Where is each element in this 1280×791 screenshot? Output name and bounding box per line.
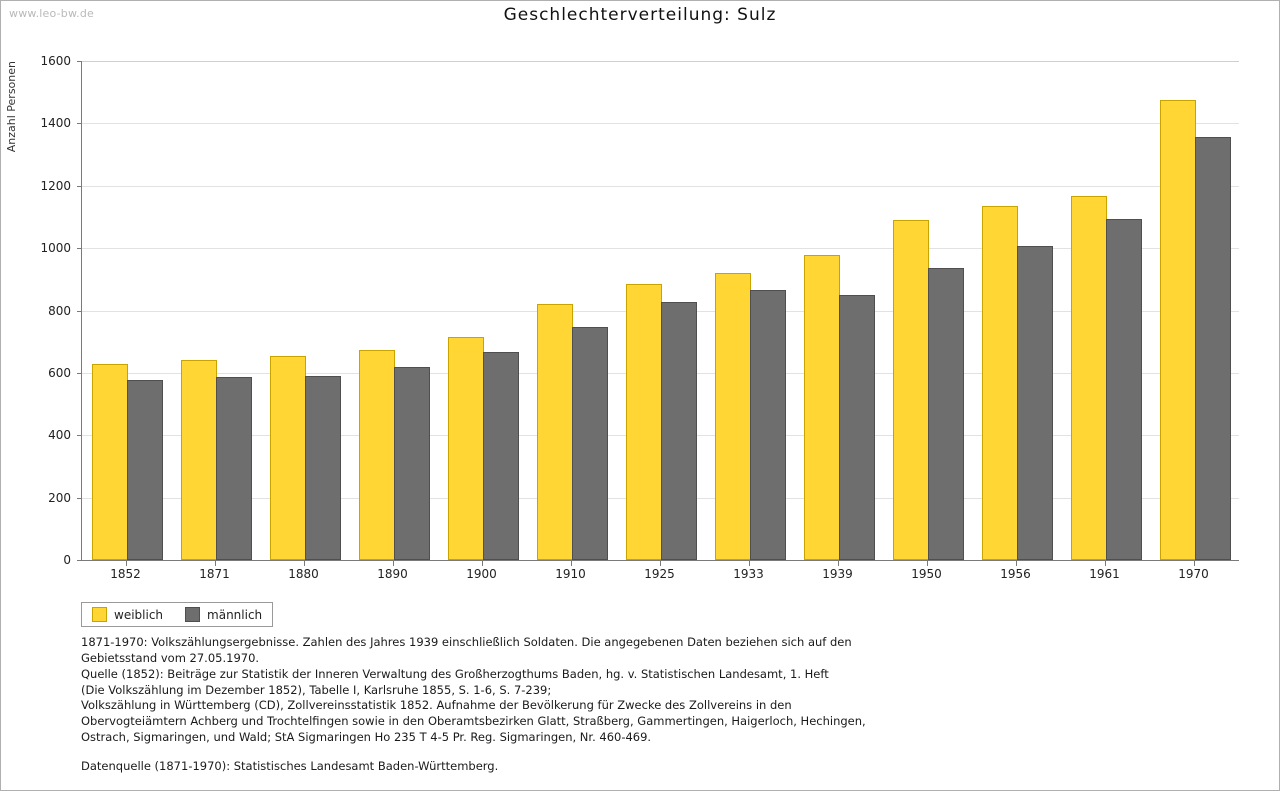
bar-weiblich-1961[interactable]	[1071, 196, 1107, 560]
bar-männlich-1950[interactable]	[928, 268, 964, 560]
data-source-line: Datenquelle (1871-1970): Statistisches Landesamt Baden-Württemberg.	[81, 759, 499, 774]
footnote-line: Quelle (1852): Beiträge zur Statistik der Inneren Verwaltung des Großherzogthums Baden, hg. v. Statistischen Landesamt, 1. Heft	[81, 666, 829, 681]
x-tick-label: 1890	[377, 567, 408, 581]
bar-weiblich-1933[interactable]	[715, 273, 751, 560]
bar-männlich-1961[interactable]	[1106, 219, 1142, 560]
bar-group	[1061, 61, 1150, 560]
bar-group	[794, 61, 883, 560]
bar-männlich-1956[interactable]	[1017, 246, 1053, 560]
chart-title: Geschlechterverteilung: Sulz	[503, 5, 777, 25]
x-tick-label: 1956	[1000, 567, 1031, 581]
bar-männlich-1925[interactable]	[661, 302, 697, 560]
bar-group	[705, 61, 794, 560]
x-tick-label: 1939	[822, 567, 853, 581]
y-tick-label: 1000	[40, 241, 71, 256]
x-tick-mark	[1016, 561, 1017, 566]
x-tick-mark	[1194, 561, 1195, 566]
legend-entry-weiblich[interactable]	[92, 607, 163, 622]
bar-group	[527, 61, 616, 560]
footnote-line: Obervogteiämtern Achberg und Trochtelfingen sowie in den Oberamtsbezirken Glatt, Straßberg, Gammertingen, Haigerloch, Hechingen,	[81, 714, 866, 729]
bar-weiblich-1852[interactable]	[92, 364, 128, 560]
bar-männlich-1900[interactable]	[483, 352, 519, 560]
x-axis	[81, 561, 1239, 589]
footnote-line: 1871-1970: Volkszählungsergebnisse. Zahlen des Jahres 1939 einschließlich Soldaten. Die angegebenen Daten beziehen sich auf den	[81, 635, 852, 649]
bar-weiblich-1910[interactable]	[537, 304, 573, 560]
legend-label: männlich	[207, 607, 263, 622]
bar-group	[1150, 61, 1239, 560]
y-tick-label: 1200	[40, 178, 71, 193]
x-tick-mark	[749, 561, 750, 566]
bar-weiblich-1939[interactable]	[804, 255, 840, 560]
x-tick-mark	[660, 561, 661, 566]
bar-männlich-1933[interactable]	[750, 290, 786, 560]
bar-männlich-1910[interactable]	[572, 327, 608, 560]
x-tick-mark	[482, 561, 483, 566]
bar-weiblich-1880[interactable]	[270, 356, 306, 560]
x-tick-label: 1925	[644, 567, 675, 581]
footnote-line: Ostrach, Sigmaringen, und Wald; StA Sigmaringen Ho 235 T 4-5 Pr. Reg. Sigmaringen, Nr. 460-469.	[81, 730, 652, 745]
y-axis-title: Anzahl Personen	[5, 61, 18, 153]
bar-group	[260, 61, 349, 560]
bar-weiblich-1950[interactable]	[893, 220, 929, 560]
x-tick-mark	[393, 561, 394, 566]
bar-group	[883, 61, 972, 560]
x-tick-mark	[215, 561, 216, 566]
bar-group	[616, 61, 705, 560]
x-tick-mark	[1105, 561, 1106, 566]
x-tick-mark	[838, 561, 839, 566]
bar-männlich-1880[interactable]	[305, 376, 341, 560]
bar-männlich-1890[interactable]	[394, 367, 430, 560]
bar-weiblich-1900[interactable]	[448, 337, 484, 560]
footnote-spacer	[81, 746, 1171, 759]
y-tick-label: 200	[48, 490, 71, 505]
bar-group	[972, 61, 1061, 560]
footnote-line: Volkszählung in Württemberg (CD), Zollvereinsstatistik 1852. Aufnahme der Bevölkerung für Zwecke des Zollvereins in den	[81, 698, 792, 713]
legend-swatch-icon	[185, 607, 200, 622]
bar-weiblich-1890[interactable]	[359, 350, 395, 560]
bar-weiblich-1871[interactable]	[181, 360, 217, 560]
x-tick-label: 1950	[911, 567, 942, 581]
x-tick-label: 1910	[555, 567, 586, 581]
y-tick-label: 1400	[40, 116, 71, 131]
bar-group	[82, 61, 171, 560]
legend-entry-männlich[interactable]	[185, 607, 262, 622]
footnote-line: (Die Volkszählung im Dezember 1852), Tabelle I, Karlsruhe 1855, S. 1-6, S. 7-239;	[81, 682, 552, 697]
x-tick-mark	[126, 561, 127, 566]
x-tick-label: 1970	[1178, 567, 1209, 581]
chart-footnotes	[81, 635, 1171, 775]
bar-männlich-1871[interactable]	[216, 377, 252, 560]
plot-area	[81, 61, 1239, 561]
y-tick-label: 600	[48, 365, 71, 380]
x-tick-label: 1880	[288, 567, 319, 581]
x-tick-label: 1852	[110, 567, 141, 581]
y-tick-label: 0	[63, 553, 71, 567]
x-tick-label: 1961	[1089, 567, 1120, 581]
watermark: www.leo-bw.de	[9, 7, 95, 20]
legend-swatch-icon	[92, 607, 107, 622]
x-tick-label: 1900	[466, 567, 497, 581]
bar-männlich-1852[interactable]	[127, 380, 163, 560]
x-tick-mark	[571, 561, 572, 566]
bar-weiblich-1970[interactable]	[1160, 100, 1196, 560]
x-tick-mark	[304, 561, 305, 566]
bar-weiblich-1925[interactable]	[626, 284, 662, 560]
y-tick-label: 400	[48, 428, 71, 443]
bar-group	[438, 61, 527, 560]
y-tick-label: 1600	[40, 54, 71, 68]
bar-männlich-1939[interactable]	[839, 295, 875, 560]
footnote-line: Gebietsstand vom 27.05.1970.	[81, 650, 260, 665]
legend-label: weiblich	[114, 607, 164, 622]
bar-männlich-1970[interactable]	[1195, 137, 1231, 560]
x-tick-label: 1871	[199, 567, 230, 581]
chart-legend	[81, 602, 273, 627]
bar-group	[349, 61, 438, 560]
bar-weiblich-1956[interactable]	[982, 206, 1018, 560]
x-tick-label: 1933	[733, 567, 764, 581]
bar-group	[171, 61, 260, 560]
x-tick-mark	[927, 561, 928, 566]
y-tick-label: 800	[48, 303, 71, 318]
